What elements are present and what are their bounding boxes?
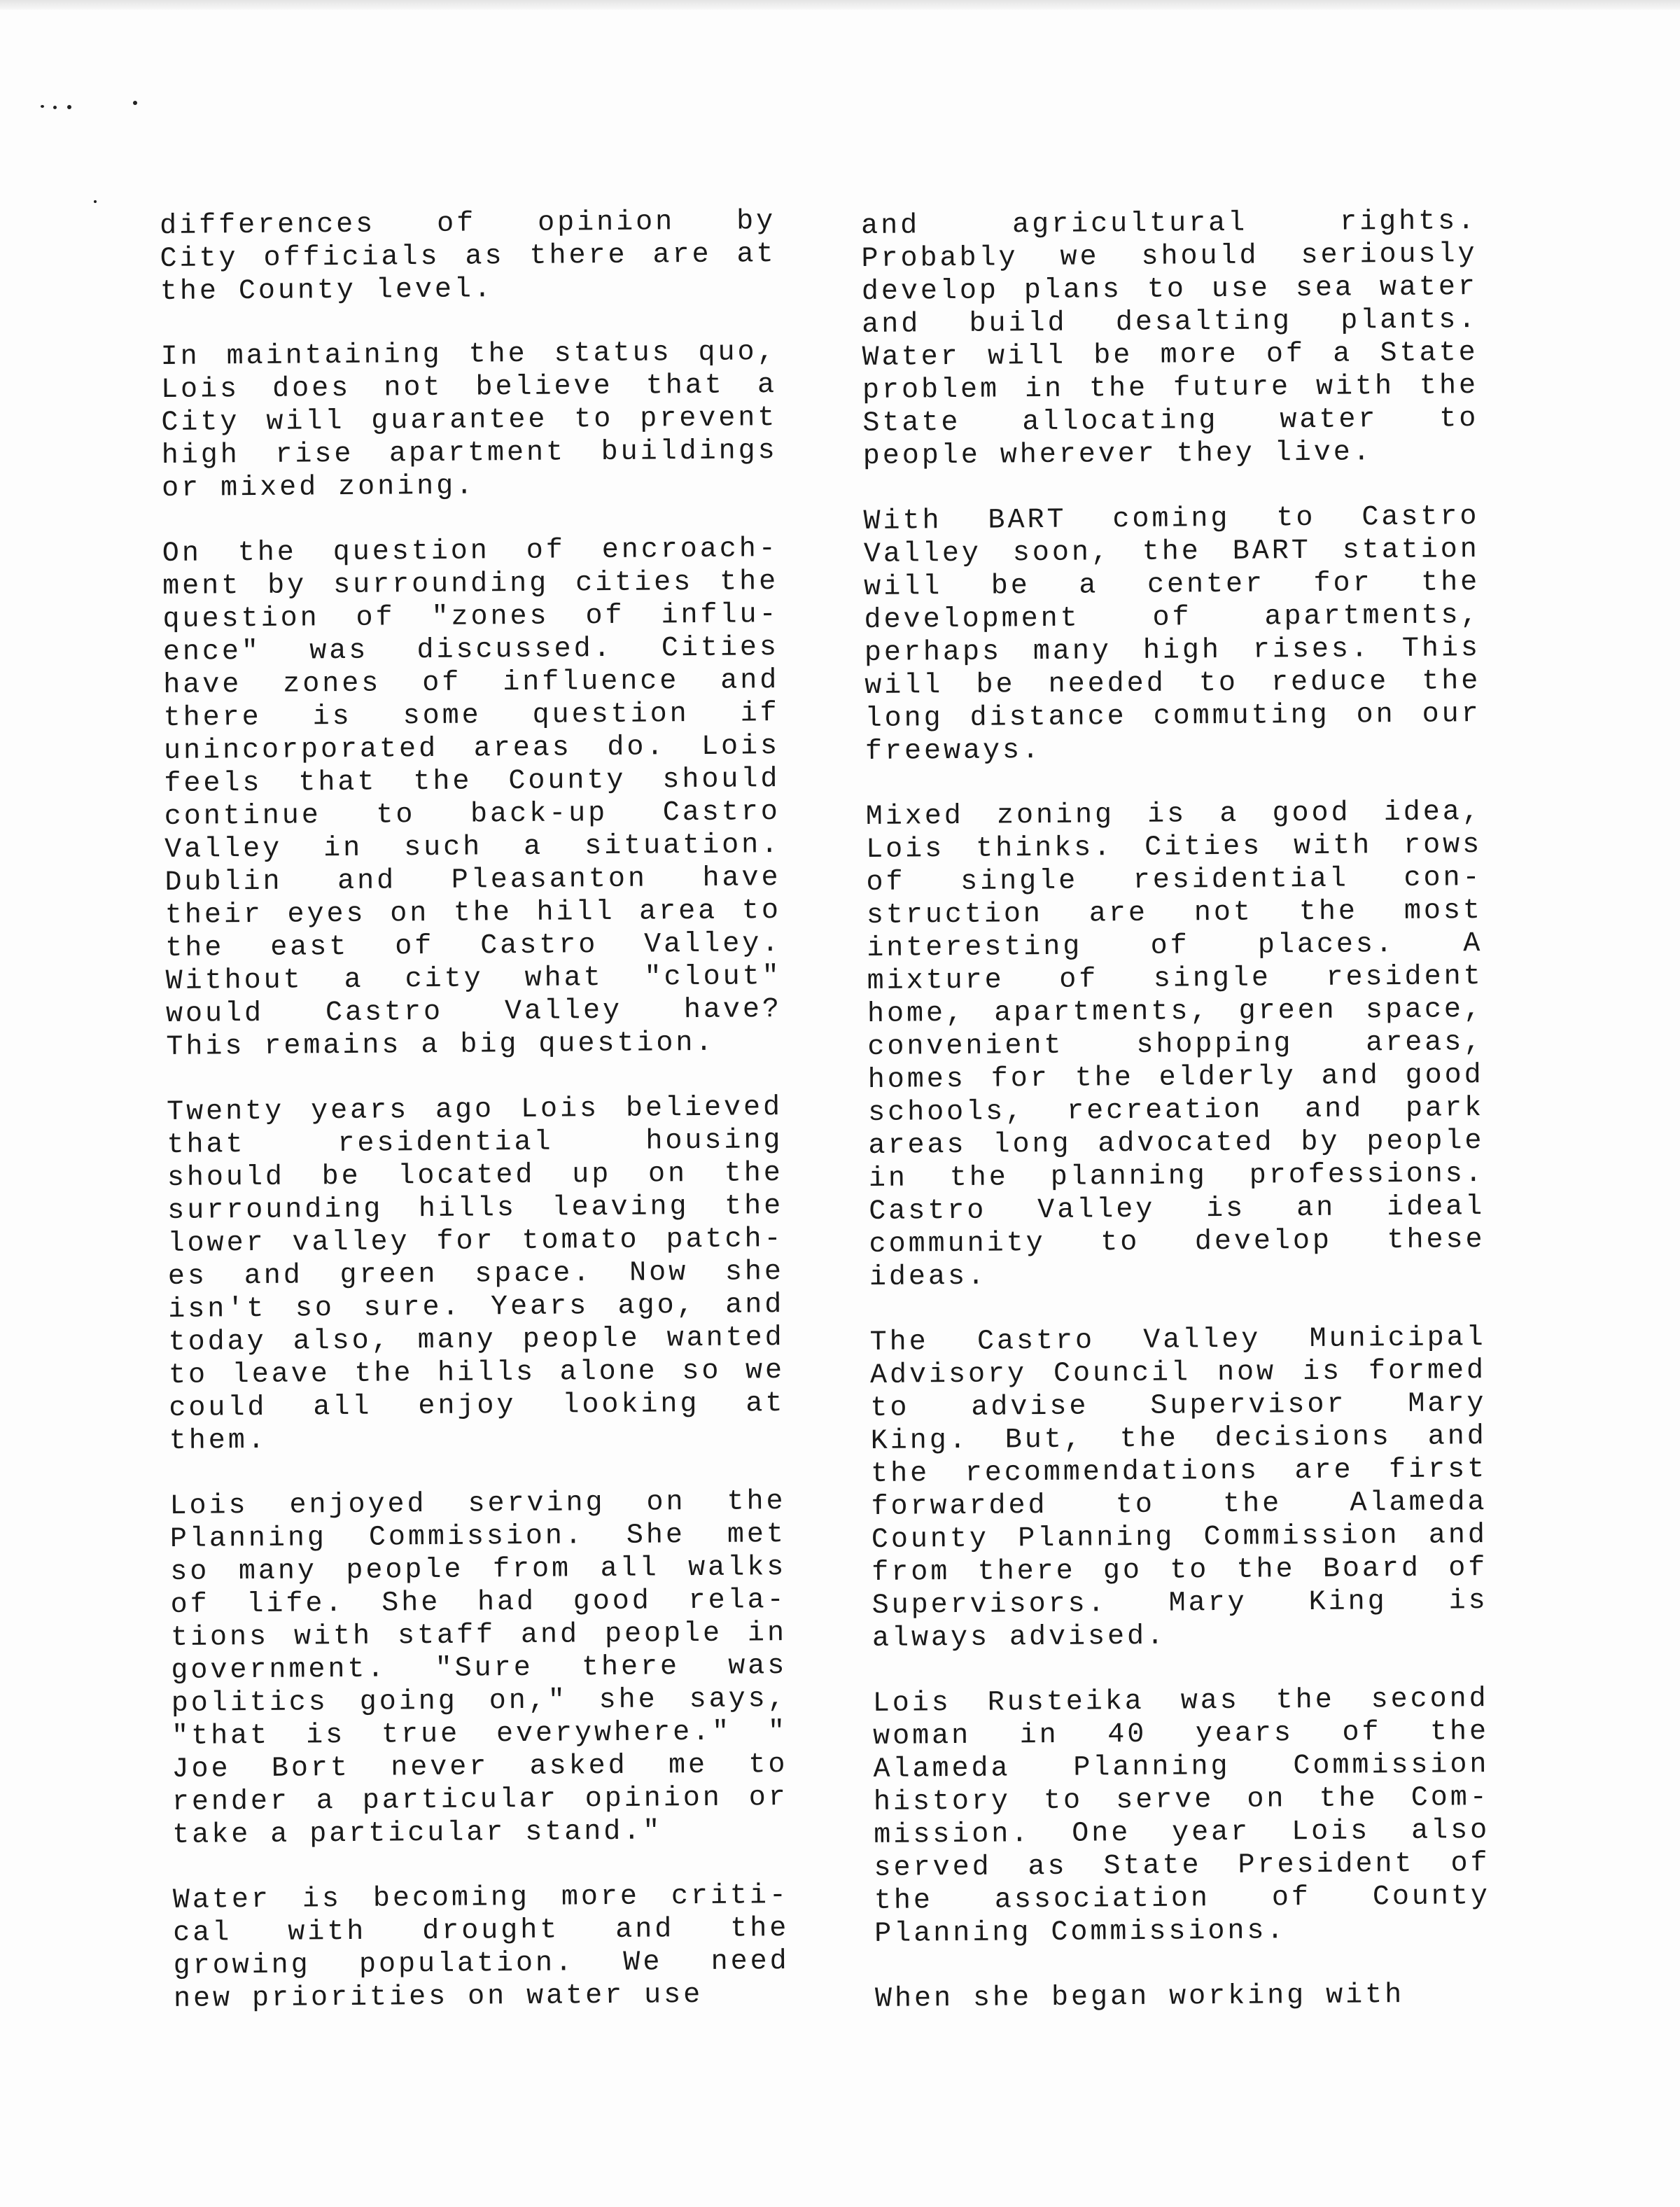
text-line: could all enjoy looking at xyxy=(169,1388,785,1424)
text-line: will be needed to reduce the xyxy=(864,666,1481,702)
paragraph xyxy=(873,1683,1491,1951)
text-line: that residential housing xyxy=(167,1125,783,1161)
text-line: tions with staff and people in xyxy=(170,1618,788,1654)
text-line: people wherever they live. xyxy=(862,437,1373,472)
text-line: In maintaining the status quo, xyxy=(160,337,777,373)
text-line: feels that the County should xyxy=(164,764,780,800)
text-line: of single residential con- xyxy=(866,862,1483,899)
text-line: areas long advocated by people xyxy=(868,1126,1485,1162)
text-line: take a particular stand." xyxy=(172,1816,663,1851)
text-line: On the question of encroach- xyxy=(162,533,779,570)
text-line: high rise apartment buildings xyxy=(161,435,778,472)
text-line: growing population. We need xyxy=(173,1946,790,1982)
paragraph xyxy=(167,1091,785,1458)
text-line: Planning Commission. She met xyxy=(169,1519,787,1555)
text-line: interesting of places. A xyxy=(867,928,1483,965)
text-line: in the planning professions. xyxy=(868,1158,1485,1195)
text-line: Without a city what "clout" xyxy=(165,961,782,997)
text-line: Valley soon, the BART station xyxy=(863,534,1480,570)
text-line: When she began working with xyxy=(874,1979,1405,2015)
text-line: government. "Sure there was xyxy=(171,1651,788,1687)
text-line: the east of Castro Valley. xyxy=(165,928,782,965)
text-line: City officials as there are at xyxy=(160,239,776,275)
text-line: or mixed zoning. xyxy=(161,470,476,505)
text-line: should be located up on the xyxy=(167,1158,784,1194)
paragraph xyxy=(162,533,783,1064)
paragraph xyxy=(863,500,1481,769)
text-line: Water is becoming more criti- xyxy=(172,1880,790,1917)
text-line: convenient shopping areas, xyxy=(867,1027,1484,1063)
text-line: continue to back-up Castro xyxy=(164,797,780,833)
text-line: long distance commuting on our xyxy=(864,699,1481,735)
text-line: Valley in such a situation. xyxy=(164,829,781,866)
text-line: ence" was discussed. Cities xyxy=(162,632,780,668)
text-line: their eyes on the hill area to xyxy=(164,895,782,932)
text-line: struction are not the most xyxy=(866,895,1483,932)
paragraph xyxy=(173,1879,790,2016)
text-line: to advise Supervisor Mary xyxy=(870,1388,1487,1424)
text-line: of life. She had good rela- xyxy=(170,1585,787,1621)
text-line: would Castro Valley have? xyxy=(165,994,783,1030)
scan-speck xyxy=(94,200,97,203)
text-line: Lois enjoyed serving on the xyxy=(169,1486,786,1522)
text-line: The Castro Valley Municipal xyxy=(869,1322,1486,1359)
text-line: develop plans to use sea water xyxy=(861,272,1478,308)
text-line: Mixed zoning is a good idea, xyxy=(865,797,1482,833)
text-line: With BART coming to Castro xyxy=(863,501,1480,538)
paragraph xyxy=(169,1485,788,1852)
text-line: lower valley for tomato patch- xyxy=(167,1224,784,1260)
text-line: Lois does not believe that a xyxy=(160,370,778,406)
text-line: to leave the hills alone so we xyxy=(168,1355,785,1392)
text-line: Planning Commissions. xyxy=(874,1915,1287,1950)
text-line: freeways. xyxy=(864,734,1042,768)
text-line: unincorporated areas do. Lois xyxy=(163,731,780,767)
text-line: them. xyxy=(169,1424,268,1457)
scan-speck xyxy=(41,105,44,108)
text-line: Alameda Planning Commission xyxy=(873,1749,1490,1786)
text-line: woman in 40 years of the xyxy=(872,1716,1490,1753)
text-line: render a particular opinion or xyxy=(172,1782,789,1819)
text-line: community to develop these xyxy=(869,1224,1485,1261)
text-line: home, apartments, green space, xyxy=(867,994,1484,1030)
right-text-column xyxy=(861,205,1492,2048)
paragraph xyxy=(866,796,1486,1294)
text-line: Lois thinks. Cities with rows xyxy=(866,829,1483,866)
text-line: and build desalting plants. xyxy=(862,304,1478,341)
text-line: will be a center for the xyxy=(864,567,1480,603)
text-line: perhaps many high rises. This xyxy=(864,633,1481,669)
text-line: from there go to the Board of xyxy=(872,1553,1488,1589)
text-line: Castro Valley is an ideal xyxy=(869,1191,1485,1228)
text-line: have zones of influence and xyxy=(163,665,780,701)
text-line: served as State President of xyxy=(874,1848,1490,1884)
text-line: ideas. xyxy=(869,1261,988,1294)
scan-speck xyxy=(133,101,137,105)
text-line: cal with drought and the xyxy=(173,1913,790,1949)
text-line: Dublin and Pleasanton have xyxy=(164,862,781,899)
text-line: Twenty years ago Lois believed xyxy=(166,1092,783,1128)
left-text-column xyxy=(160,205,790,2048)
text-line: This remains a big question. xyxy=(166,1027,715,1063)
text-line: State allocating water to xyxy=(862,403,1479,440)
text-line: Probably we should seriously xyxy=(861,239,1478,275)
text-line: today also, many people wanted xyxy=(168,1322,785,1359)
text-line: surrounding hills leaving the xyxy=(167,1191,784,1227)
text-line: the County level. xyxy=(160,274,494,308)
text-line: differences of opinion by xyxy=(160,206,776,242)
text-line: so many people from all walks xyxy=(170,1552,787,1588)
text-line: Water will be more of a State xyxy=(862,337,1478,374)
scan-speck xyxy=(67,105,71,109)
text-line: problem in the future with the xyxy=(862,370,1479,407)
paragraph xyxy=(875,1978,1491,2016)
text-line: City will guarantee to prevent xyxy=(161,402,778,439)
text-line: history to serve on the Com- xyxy=(873,1782,1490,1819)
text-line: there is some question if xyxy=(163,698,780,734)
text-line: ment by surrounding cities the xyxy=(162,566,779,603)
text-line: schools, recreation and park xyxy=(867,1093,1485,1129)
scan-speck xyxy=(53,106,57,109)
text-line: forwarded to the Alameda xyxy=(871,1487,1488,1523)
scan-top-edge xyxy=(0,0,1680,10)
text-line: development of apartments, xyxy=(864,600,1480,636)
text-line: Advisory Council now is formed xyxy=(869,1355,1487,1392)
paragraph xyxy=(160,336,778,505)
text-line: "that is true everywhere." " xyxy=(171,1716,788,1753)
text-line: Supervisors. Mary King is xyxy=(872,1585,1488,1622)
paragraph xyxy=(870,1322,1489,1655)
text-line: new priorities on water use xyxy=(173,1979,704,2015)
text-line: mission. One year Lois also xyxy=(874,1815,1490,1851)
text-line: homes for the elderly and good xyxy=(867,1060,1484,1096)
text-line: and agricultural rights. xyxy=(861,206,1478,242)
text-line: es and green space. Now she xyxy=(167,1256,785,1293)
text-line: mixture of single resident xyxy=(867,961,1483,997)
text-line: politics going on," she says, xyxy=(171,1683,788,1720)
text-line: Lois Rusteika was the second xyxy=(872,1683,1489,1720)
text-line: Joe Bort never asked me to xyxy=(172,1749,788,1786)
text-line: the recommendations are first xyxy=(871,1454,1488,1490)
text-line: always advised. xyxy=(872,1620,1167,1655)
text-line: isn't so sure. Years ago, and xyxy=(168,1289,785,1326)
text-line: question of "zones of influ- xyxy=(162,599,779,636)
paragraph xyxy=(861,205,1479,473)
text-line: County Planning Commission and xyxy=(871,1520,1488,1556)
text-line: the association of County xyxy=(874,1881,1491,1917)
paragraph xyxy=(160,205,776,309)
text-line: King. But, the decisions and xyxy=(870,1421,1487,1457)
